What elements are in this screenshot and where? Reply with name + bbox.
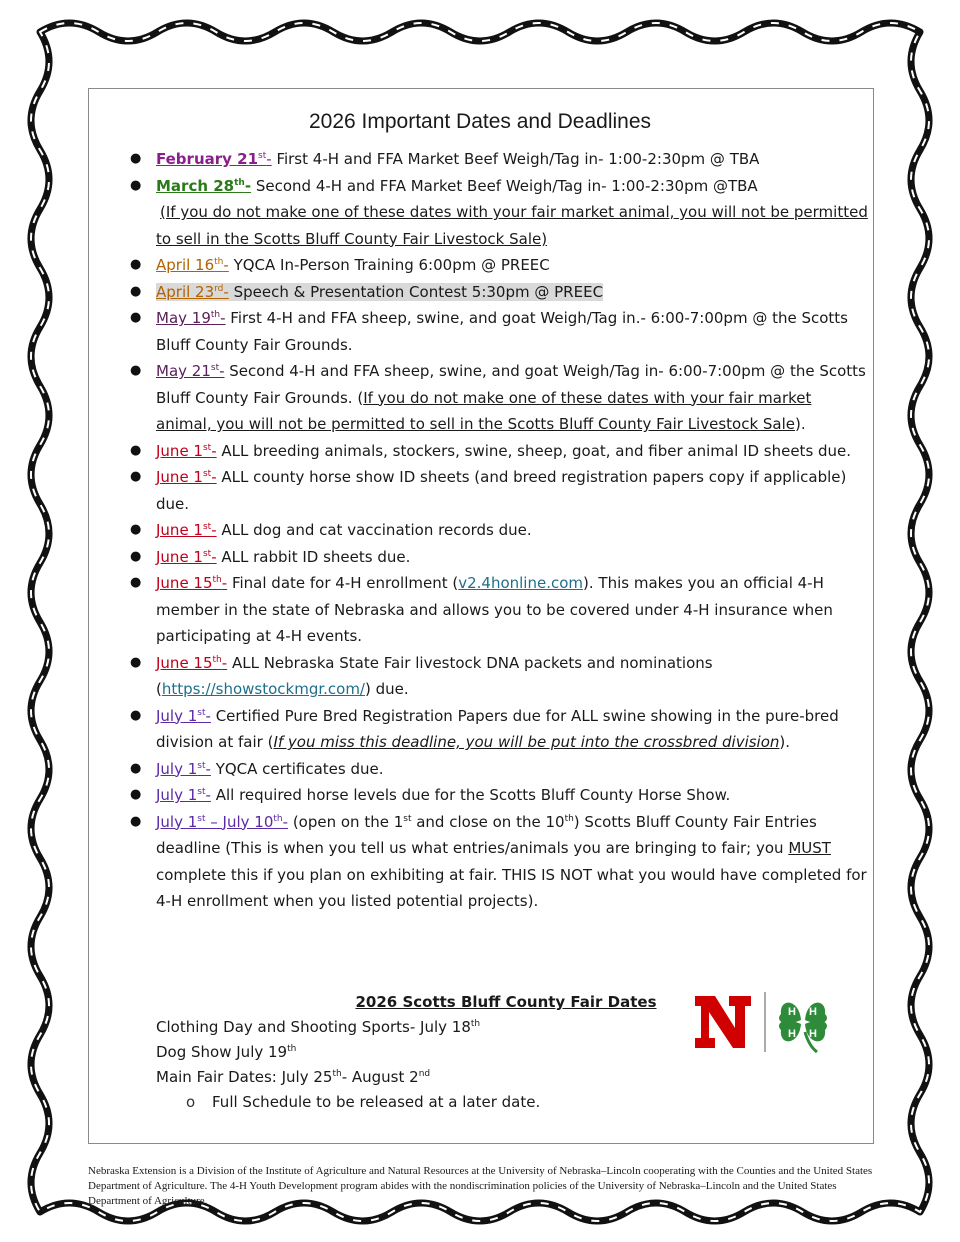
list-item: ● June 15th- ALL Nebraska State Fair livestock DNA packets and nominations (https://showstockmgr.com/) due.	[130, 653, 713, 698]
fair-dates-title: 2026 Scotts Bluff County Fair Dates	[355, 993, 657, 1011]
svg-text:H: H	[809, 1006, 817, 1018]
list-item: ● July 1st- Certified Pure Bred Registration Papers due for ALL swine showing in the pure-bred division at fair (If you miss this deadline, you will be put into the crossbred division).	[130, 706, 839, 751]
enrollment-link[interactable]: v2.4honline.com	[458, 574, 584, 592]
list-item: ● March 28th- Second 4-H and FFA Market Beef Weigh/Tag in- 1:00-2:30pm @TBA (If you do not make one of these dates with your fair market animal, you will not be permitted to sell in the Scotts Bluff County Fair Livestock Sale)	[130, 176, 868, 248]
logos	[693, 990, 843, 1054]
list-item: ● April 23rd- Speech & Presentation Contest 5:30pm @ PREEC	[130, 282, 604, 301]
fair-dates-section	[156, 990, 696, 1115]
footer-disclaimer: Nebraska Extension is a Division of the Institute of Agriculture and Natural Resources at the University of Nebraska–Lincoln cooperating with the Counties and the United States Department of Agriculture. The 4-H Youth Development program abides with the nondiscrimination policies of the University of Nebraska–Lincoln and the United States Department of Agriculture.	[88, 1165, 873, 1207]
list-item: ● June 1st- ALL county horse show ID sheets (and breed registration papers copy if applicable) due.	[130, 468, 847, 513]
list-item: ● June 1st- ALL dog and cat vaccination records due.	[130, 521, 532, 539]
list-item: ● July 1st – July 10th- (open on the 1st and close on the 10th) Scotts Bluff County Fair Entries deadline (This is when you tell us what entries/animals you are bringing to fair; you MUST complete this if you plan on exhibiting at fair. THIS IS NOT what you would have completed for 4-H enrollment when you listed potential projects).	[130, 812, 867, 910]
svg-text:H: H	[809, 1028, 817, 1040]
circle-bullet-icon: o	[186, 1093, 196, 1111]
fair-line: Clothing Day and Shooting Sports- July 18th	[156, 1018, 481, 1036]
list-item: ● June 15th- Final date for 4-H enrollment (v2.4honline.com). This makes you an official 4-H member in the state of Nebraska and allows you to be covered under 4-H insurance when participating at 4-H events.	[130, 574, 833, 645]
svg-text:H: H	[788, 1006, 796, 1018]
list-item: ● July 1st- YQCA certificates due.	[130, 759, 384, 778]
fair-line: Main Fair Dates: July 25th- August 2nd	[156, 1068, 431, 1086]
list-item: ● July 1st- All required horse levels due for the Scotts Bluff County Horse Show.	[130, 786, 731, 804]
list-item: ● May 19th- First 4-H and FFA sheep, swine, and goat Weigh/Tag in.- 6:00-7:00pm @ the Scotts Bluff County Fair Grounds.	[130, 309, 848, 354]
showstock-link[interactable]: https://showstockmgr.com/	[161, 680, 365, 698]
fair-sub-line: o Full Schedule to be released at a later date.	[156, 1090, 696, 1115]
list-item: ● June 1st- ALL breeding animals, stockers, swine, sheep, goat, and fiber animal ID sheets due.	[130, 441, 852, 460]
fair-line: Dog Show July 19th	[156, 1043, 297, 1061]
nebraska-n-logo	[695, 996, 751, 1048]
4h-clover-logo	[779, 1003, 827, 1052]
list-item: ● June 1st- ALL rabbit ID sheets due.	[130, 547, 411, 566]
list-item: ● April 16th- YQCA In-Person Training 6:00pm @ PREEC	[130, 256, 550, 274]
svg-text:H: H	[788, 1028, 796, 1040]
list-item: ● May 21st- Second 4-H and FFA sheep, swine, and goat Weigh/Tag in- 6:00-7:00pm @ the Scotts Bluff County Fair Grounds. (If you do not make one of these dates with your fair market animal, you will not be permitted to sell in the Scotts Bluff County Fair Livestock Sale).	[130, 362, 866, 433]
dates-list	[130, 146, 870, 915]
page-title: 2026 Important Dates and Deadlines	[308, 110, 652, 133]
list-item: ● February 21st- First 4-H and FFA Market Beef Weigh/Tag in- 1:00-2:30pm @ TBA	[130, 150, 760, 168]
